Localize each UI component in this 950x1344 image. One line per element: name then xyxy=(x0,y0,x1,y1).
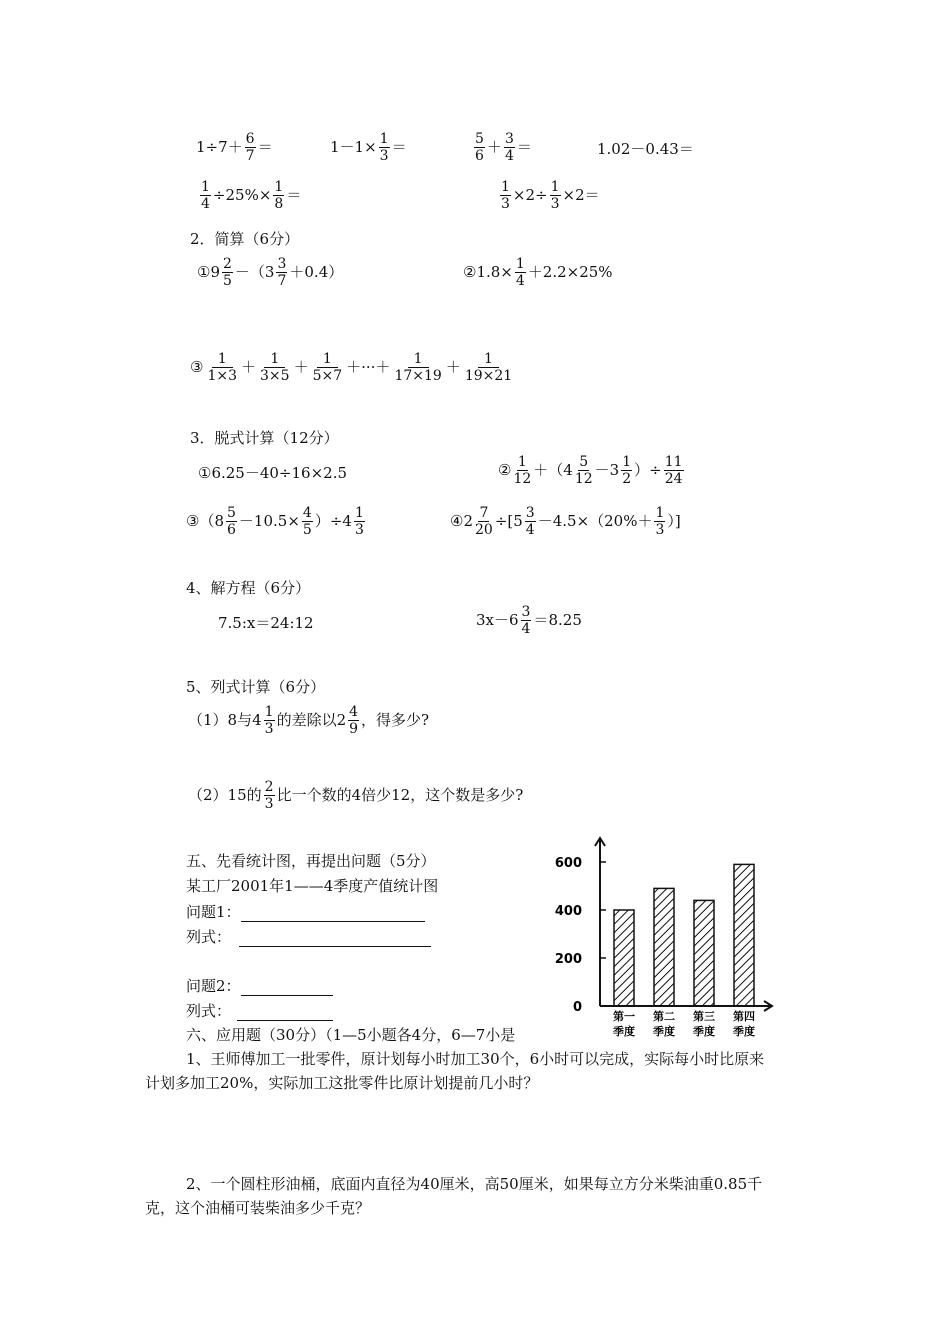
denominator: 5×7 xyxy=(312,368,343,384)
calc-text: ÷25%× xyxy=(212,186,272,204)
category-label: 季度 xyxy=(733,1025,755,1038)
expr-text: ＋ xyxy=(293,358,309,376)
fraction xyxy=(302,506,313,537)
fraction xyxy=(200,180,211,211)
expr-text: ②1.8× xyxy=(463,263,513,281)
category-label: 第二 xyxy=(653,1010,675,1023)
numerator: 5 xyxy=(579,454,589,470)
denominator: 3×5 xyxy=(260,368,290,384)
chart-subtitle: 某工厂2001年1——4季度产值统计图 xyxy=(186,877,439,895)
y-tick-label: 400 xyxy=(554,904,582,919)
expr-text: －（3 xyxy=(234,263,275,281)
formula2-label: 列式： xyxy=(186,1002,232,1020)
section-heading-simplify: 2．简算（6分） xyxy=(190,230,300,248)
numerator: 1 xyxy=(317,352,338,368)
denominator: 3 xyxy=(379,148,389,164)
word-calc-q1 xyxy=(188,705,429,736)
fraction xyxy=(260,352,290,383)
fraction xyxy=(264,705,275,736)
numerator: 5 xyxy=(475,131,484,147)
category-label: 第三 xyxy=(693,1010,715,1023)
calc-text: ×2＝ xyxy=(562,186,600,204)
expr-text: ＋2.2×25% xyxy=(527,263,613,281)
bar xyxy=(614,910,634,1006)
expr-text: ）] xyxy=(667,512,681,530)
numerator: 4 xyxy=(302,505,312,521)
calc-text: ×2÷ xyxy=(512,186,548,204)
question2-row xyxy=(186,975,333,996)
expr-text: ＋···＋ xyxy=(346,358,391,376)
y-tick-label: 600 xyxy=(554,856,582,871)
category-label: 第一 xyxy=(613,1010,635,1023)
numerator: 1 xyxy=(264,704,274,720)
fraction xyxy=(276,257,287,288)
calc-text: ＝ xyxy=(516,138,532,156)
numerator: 1 xyxy=(264,352,285,368)
calc-text: 1÷7＋ xyxy=(196,138,243,156)
bar-chart xyxy=(540,828,790,1048)
denominator: 3 xyxy=(264,796,274,812)
numerator: 1 xyxy=(501,179,510,195)
numerator: 3 xyxy=(277,256,287,272)
fraction xyxy=(525,506,536,537)
denominator: 24 xyxy=(664,471,683,487)
numerator: 3 xyxy=(504,131,514,147)
numerator: 1 xyxy=(354,505,364,521)
calc-text: ＝ xyxy=(391,138,407,156)
fraction xyxy=(313,352,343,383)
expr-text: －4.5×（20%＋ xyxy=(537,512,653,530)
denominator: 7 xyxy=(277,273,287,289)
denominator: 17×19 xyxy=(394,368,442,384)
numerator: 1 xyxy=(550,179,560,195)
denominator: 3 xyxy=(264,721,274,737)
fraction xyxy=(664,455,684,486)
expr-text: 的差除以2 xyxy=(276,711,347,729)
fraction xyxy=(475,506,493,537)
calc-row1-expr1 xyxy=(196,132,273,163)
denominator: 1×3 xyxy=(207,368,237,384)
fraction xyxy=(621,455,632,486)
fraction xyxy=(348,705,359,736)
expr-text: ）÷ xyxy=(634,461,662,479)
numerator: 1 xyxy=(408,352,429,368)
equation-q1: 7.5:x＝24:12 xyxy=(218,614,314,632)
section-heading-word-calc: 5、列式计算（6分） xyxy=(186,678,326,696)
numerator: 2 xyxy=(223,256,232,272)
numerator: 1 xyxy=(655,505,665,521)
question2-label: 问题2： xyxy=(186,977,241,995)
fraction xyxy=(273,180,284,211)
fraction xyxy=(207,352,237,383)
expr-text: ＋ xyxy=(445,358,461,376)
expr-text: 比一个数的4倍少12，这个数是多少? xyxy=(276,786,524,804)
y-tick-label: 0 xyxy=(572,1000,582,1015)
denominator: 12 xyxy=(513,471,532,487)
bar xyxy=(654,888,674,1006)
denominator: 4 xyxy=(521,621,531,637)
fraction xyxy=(521,605,532,636)
numerator: 1 xyxy=(379,131,389,147)
denominator: 3 xyxy=(501,196,510,212)
calc-row2-expr2 xyxy=(498,180,600,211)
problem1-line1: 1、王师傅加工一批零件，原计划每小时加工30个，6小时可以完成，实际每小时比原来 xyxy=(186,1050,765,1068)
denominator: 4 xyxy=(515,273,525,289)
bar xyxy=(694,900,714,1006)
denominator: 8 xyxy=(274,196,284,212)
category-label: 季度 xyxy=(653,1025,675,1038)
section-heading-equations: 4、解方程（6分） xyxy=(186,579,311,597)
word-calc-q2 xyxy=(188,780,523,811)
equation-q2 xyxy=(476,605,582,636)
fraction xyxy=(575,455,593,486)
question1-row xyxy=(186,901,425,922)
denominator: 7 xyxy=(245,148,255,164)
calc-text: ＋ xyxy=(486,138,502,156)
fraction xyxy=(654,506,665,537)
denominator: 6 xyxy=(475,148,484,164)
formula1-blank[interactable] xyxy=(239,932,431,947)
numerator: 7 xyxy=(479,505,489,521)
category-label: 季度 xyxy=(613,1025,635,1038)
category-label: 第四 xyxy=(733,1010,755,1023)
stepwise-q4 xyxy=(450,506,681,537)
denominator: 12 xyxy=(574,471,593,487)
expr-text: ＋（4 xyxy=(533,461,573,479)
expr-text: 3x－6 xyxy=(476,611,519,629)
fraction xyxy=(504,132,515,163)
problem2-line1: 2、一个圆柱形油桶，底面内直径为40厘米，高50厘米，如果每立方分米柴油重0.85千 xyxy=(186,1175,763,1193)
expr-text: ＋0.4） xyxy=(289,263,344,281)
numerator: 4 xyxy=(349,704,359,720)
calc-text: 1－1× xyxy=(330,138,377,156)
numerator: 1 xyxy=(201,179,210,195)
expr-text: ，得多少? xyxy=(361,711,430,729)
fraction xyxy=(474,132,485,163)
stepwise-q1: ①6.25－40÷16×2.5 xyxy=(198,464,348,482)
calc-row1-expr2 xyxy=(330,132,407,163)
expr-text: ①9 xyxy=(197,263,220,281)
fraction xyxy=(394,352,441,383)
denominator: 5 xyxy=(223,273,232,289)
expr-text: －3 xyxy=(594,461,620,479)
denominator: 20 xyxy=(475,522,493,538)
numerator: 1 xyxy=(212,352,233,368)
question2-blank[interactable] xyxy=(241,981,333,996)
fraction xyxy=(226,506,237,537)
fraction xyxy=(245,132,256,163)
formula2-row xyxy=(186,1000,333,1021)
expr-text: ÷[5 xyxy=(494,512,523,530)
calc-row1-expr3 xyxy=(472,132,532,163)
denominator: 9 xyxy=(349,721,359,737)
expr-text: （2）15的 xyxy=(188,786,262,804)
expr-text: ③（8 xyxy=(186,512,224,530)
formula2-blank[interactable] xyxy=(237,1006,333,1021)
formula1-label: 列式： xyxy=(186,928,232,946)
fraction xyxy=(465,352,512,383)
question1-label: 问题1： xyxy=(186,903,241,921)
fraction xyxy=(379,132,390,163)
numerator: 1 xyxy=(622,454,632,470)
denominator: 6 xyxy=(227,522,236,538)
fraction xyxy=(264,780,275,811)
fraction xyxy=(222,257,233,288)
denominator: 2 xyxy=(622,471,632,487)
denominator: 4 xyxy=(201,196,210,212)
fraction xyxy=(513,455,531,486)
expr-text: ③ xyxy=(190,358,204,376)
simplify-q2 xyxy=(463,257,613,288)
section-heading-chart-question: 五、先看统计图，再提出问题（5分） xyxy=(186,852,436,870)
numerator: 1 xyxy=(517,454,527,470)
numerator: 2 xyxy=(264,779,274,795)
fraction xyxy=(515,257,526,288)
numerator: 1 xyxy=(478,352,499,368)
y-tick-label: 200 xyxy=(554,952,582,967)
expr-text: ）÷4 xyxy=(314,512,352,530)
denominator: 3 xyxy=(550,196,560,212)
denominator: 19×21 xyxy=(464,368,513,384)
question1-blank[interactable] xyxy=(241,907,425,922)
problem1-line2: 计划多加工20%，实际加工这批零件比原计划提前几小时？ xyxy=(145,1074,539,1092)
expr-text: （1）8与4 xyxy=(188,711,262,729)
calc-row2-expr1 xyxy=(198,180,301,211)
numerator: 3 xyxy=(525,505,535,521)
calc-row1-expr4: 1.02－0.43＝ xyxy=(597,140,694,158)
fraction xyxy=(354,506,365,537)
denominator: 4 xyxy=(525,522,535,538)
calc-text: ＝ xyxy=(286,186,302,204)
fraction xyxy=(550,180,561,211)
expr-text: ② xyxy=(498,461,512,479)
expr-text: －10.5× xyxy=(238,512,300,530)
numerator: 5 xyxy=(227,505,236,521)
numerator: 1 xyxy=(274,179,284,195)
denominator: 3 xyxy=(655,522,665,538)
simplify-q3 xyxy=(190,352,516,383)
denominator: 3 xyxy=(354,522,364,538)
expr-text: ＝8.25 xyxy=(533,611,582,629)
section-heading-stepwise: 3．脱式计算（12分） xyxy=(190,429,339,447)
simplify-q1 xyxy=(197,257,343,288)
formula1-row xyxy=(186,926,431,947)
denominator: 4 xyxy=(504,148,514,164)
category-label: 季度 xyxy=(693,1025,715,1038)
bar xyxy=(734,864,754,1006)
expr-text: ＋ xyxy=(241,358,257,376)
expr-text: ④2 xyxy=(450,512,473,530)
numerator: 3 xyxy=(521,604,531,620)
stepwise-q3 xyxy=(186,506,367,537)
numerator: 6 xyxy=(245,131,255,147)
calc-text: ＝ xyxy=(257,138,273,156)
numerator: 11 xyxy=(664,454,683,470)
fraction xyxy=(500,180,511,211)
problem2-line2: 克，这个油桶可装柴油多少千克？ xyxy=(145,1199,371,1217)
stepwise-q2 xyxy=(498,455,686,486)
denominator: 5 xyxy=(302,522,312,538)
section-heading-applied: 六、应用题（30分）（1—5小题各4分，6—7小是 xyxy=(186,1026,516,1044)
numerator: 1 xyxy=(515,256,525,272)
